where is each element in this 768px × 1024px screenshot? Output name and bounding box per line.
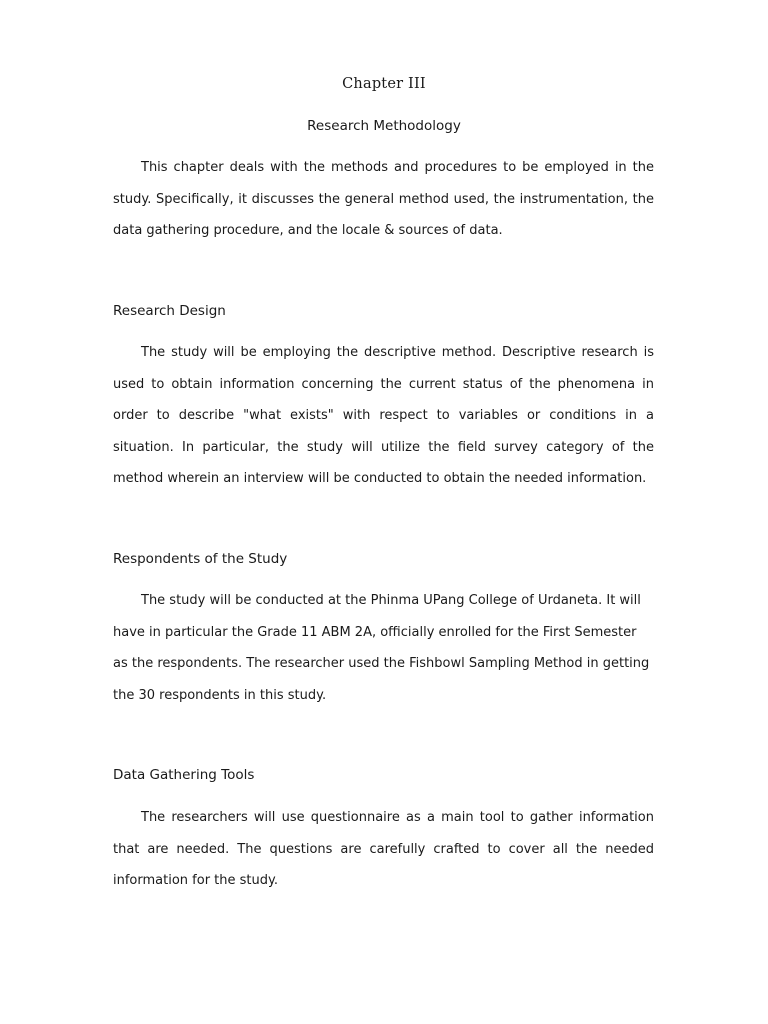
chapter-number: Chapter III [342,76,426,92]
section-body-research-design: The study will be employing the descriptive method. Descriptive research is used to obtain information concerning the current status of the phenomena in order to describe "what exists" with respect to variables or conditions in a situation. In particular, the study will utilize the field survey category of the method wherein an interview will be conducted to obtain the needed information. [113,345,654,487]
section-heading-respondents: Respondents of the Study [113,551,288,567]
section-body-respondents: The study will be conducted at the Phinma UPang College of Urdaneta. It will have in particular the Grade 11 ABM 2A, officially enrolled for the First Semester as the respondents. The researcher used the Fishbowl Sampling Method in getting the 30 respondents in this study. [113,593,650,703]
section-body-data-gathering-tools: The researchers will use questionnaire as a main tool to gather information that are needed. The questions are carefully crafted to cover all the needed information for the study. [113,810,654,889]
intro-paragraph: This chapter deals with the methods and procedures to be employed in the study. Specifically, it discusses the general method used, the instrumentation, the data gathering procedure, and the locale & sources of data. [113,160,654,239]
chapter-title: Research Methodology [307,118,461,134]
section-heading-data-gathering-tools: Data Gathering Tools [113,767,255,783]
section-heading-research-design: Research Design [113,303,226,319]
